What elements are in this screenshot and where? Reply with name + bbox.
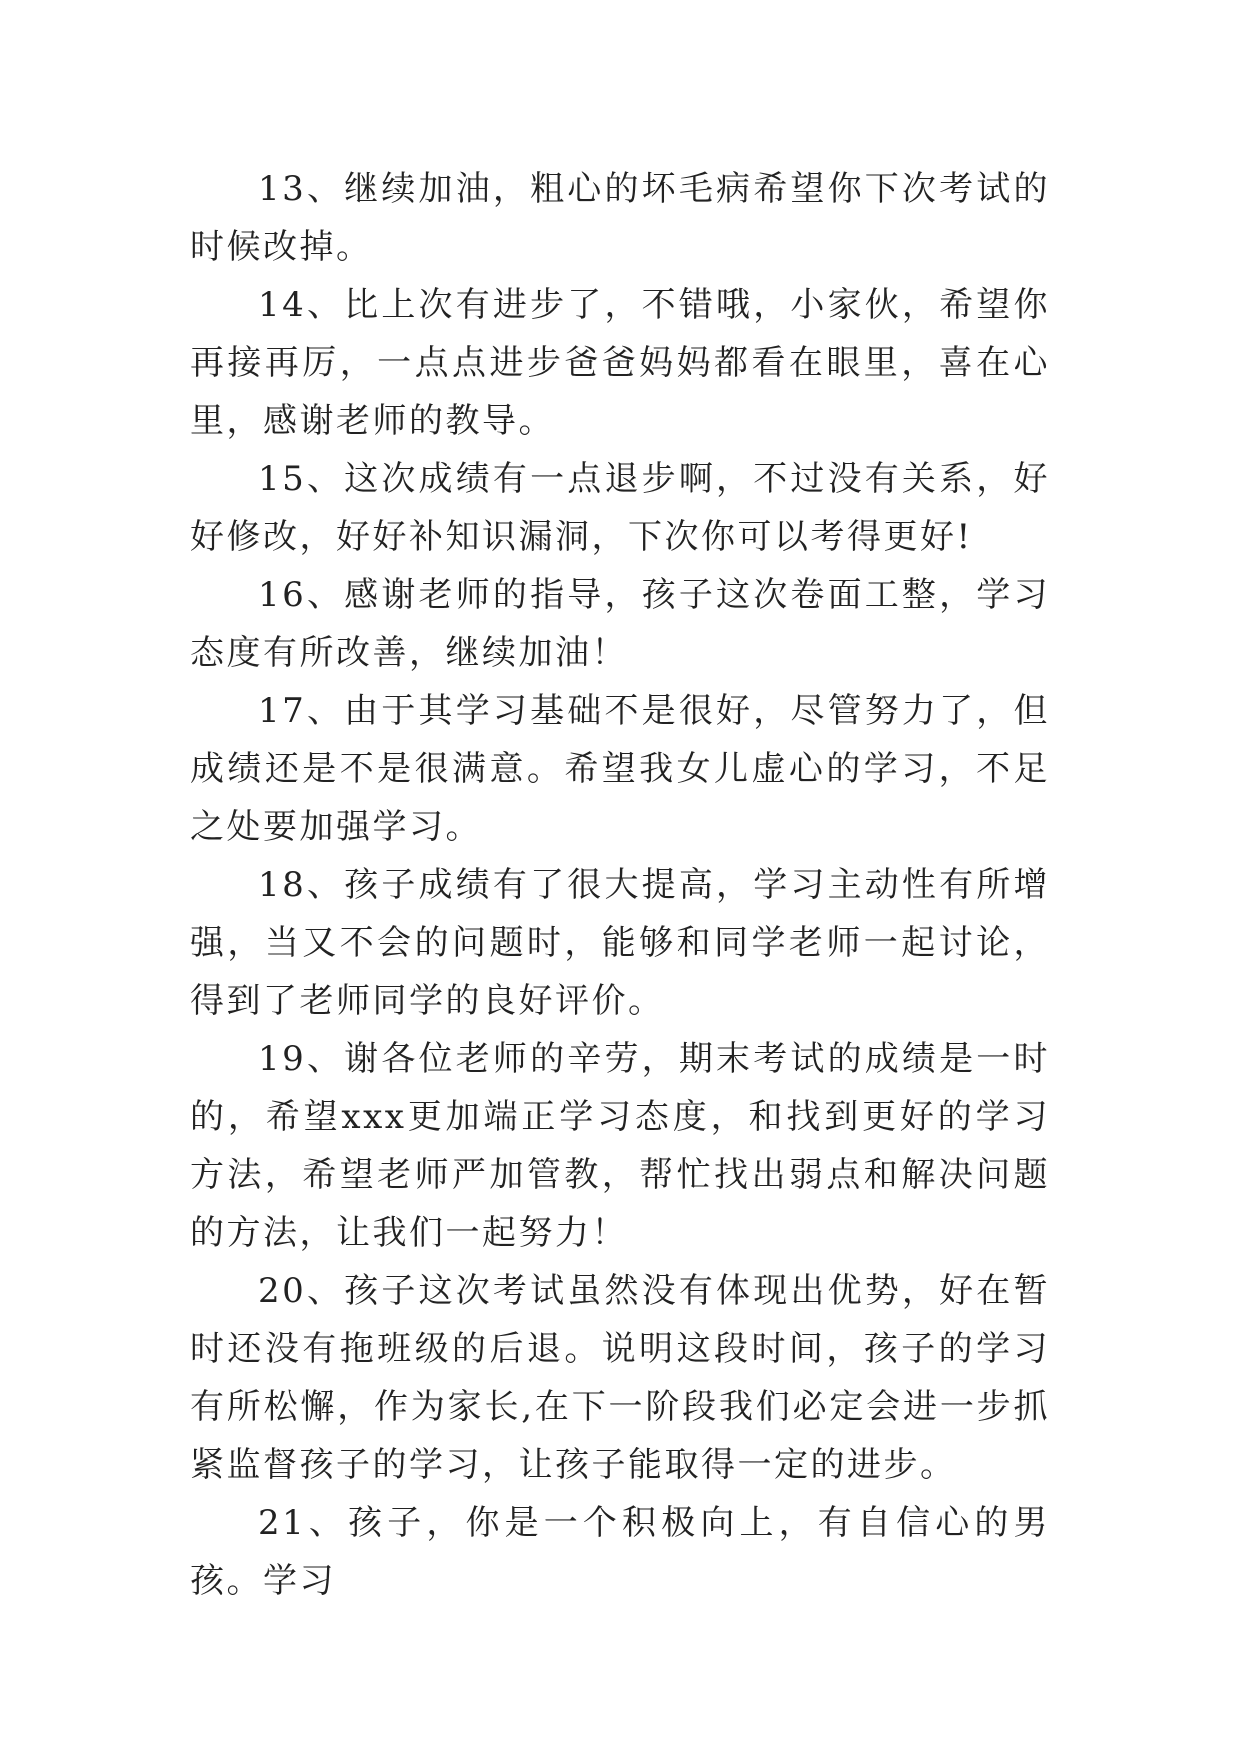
paragraph-14: 14、比上次有进步了，不错哦，小家伙，希望你再接再厉，一点点进步爸爸妈妈都看在眼里，喜在心里，感谢老师的教导。 <box>190 285 1050 441</box>
paragraph-15: 15、这次成绩有一点退步啊，不过没有关系，好好修改，好好补知识漏洞，下次你可以考得更好! <box>190 459 1050 557</box>
paragraph-21: 21、孩子，你是一个积极向上，有自信心的男孩。学习 <box>190 1503 1050 1601</box>
paragraph-13: 13、继续加油，粗心的坏毛病希望你下次考试的时候改掉。 <box>190 169 1050 267</box>
paragraph-16: 16、感谢老师的指导，孩子这次卷面工整，学习态度有所改善，继续加油！ <box>190 575 1050 673</box>
paragraph-18: 18、孩子成绩有了很大提高，学习主动性有所增强，当又不会的问题时，能够和同学老师一起讨论，得到了老师同学的良好评价。 <box>190 865 1050 1021</box>
paragraph-19: 19、谢各位老师的辛劳，期末考试的成绩是一时的，希望xxx更加端正学习态度，和找到更好的学习方法，希望老师严加管教，帮忙找出弱点和解决问题的方法，让我们一起努力！ <box>190 1039 1050 1253</box>
document-page <box>190 160 1050 1610</box>
paragraph-17: 17、由于其学习基础不是很好，尽管努力了，但成绩还是不是很满意。希望我女儿虚心的学习，不足之处要加强学习。 <box>190 691 1050 847</box>
paragraph-20: 20、孩子这次考试虽然没有体现出优势，好在暂时还没有拖班级的后退。说明这段时间，孩子的学习有所松懈，作为家长,在下一阶段我们必定会进一步抓紧监督孩子的学习，让孩子能取得一定的进步。 <box>190 1271 1050 1485</box>
